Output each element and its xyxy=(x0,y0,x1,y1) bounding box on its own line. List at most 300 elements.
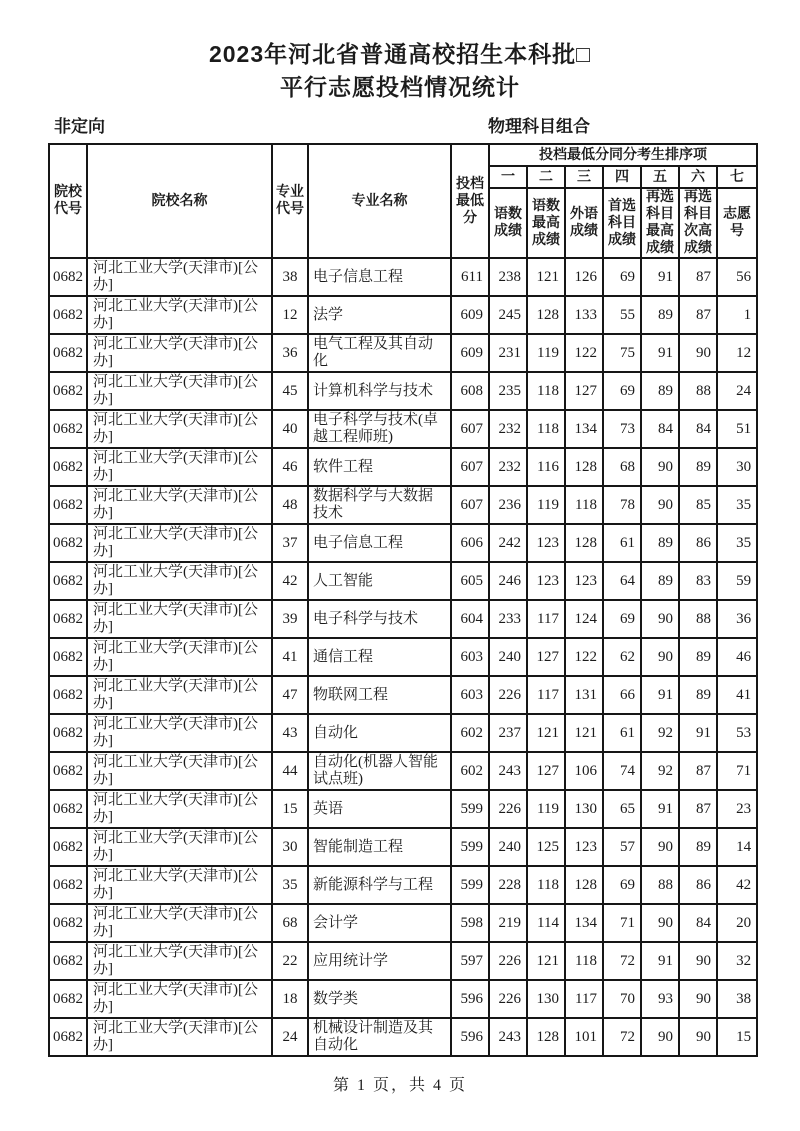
cell-major-code: 40 xyxy=(272,410,308,448)
cell-min-score: 605 xyxy=(451,562,489,600)
cell-major-name: 会计学 xyxy=(308,904,451,942)
cell-sort-7: 51 xyxy=(717,410,757,448)
page-number-footer: 第 1 页，共 4 页 xyxy=(332,1077,467,1094)
cell-major-code: 12 xyxy=(272,296,308,334)
cell-sort-2: 117 xyxy=(527,676,565,714)
header-major-name: 专业名称 xyxy=(308,144,451,258)
cell-sort-7: 24 xyxy=(717,372,757,410)
cell-major-name: 数据科学与大数据技术 xyxy=(308,486,451,524)
cell-min-score: 611 xyxy=(451,258,489,296)
cell-college-name: 河北工业大学(天津市)[公办] xyxy=(87,714,272,752)
table-row xyxy=(49,904,757,942)
table-row xyxy=(49,942,757,980)
cell-sort-6: 84 xyxy=(679,904,717,942)
table-row xyxy=(49,1018,757,1056)
cell-sort-4: 72 xyxy=(603,1018,641,1056)
cell-sort-2: 127 xyxy=(527,752,565,790)
cell-sort-1: 226 xyxy=(489,942,527,980)
cell-sort-2: 128 xyxy=(527,296,565,334)
cell-college-code: 0682 xyxy=(49,296,87,334)
table-row xyxy=(49,372,757,410)
cell-sort-1: 232 xyxy=(489,448,527,486)
cell-college-name: 河北工业大学(天津市)[公办] xyxy=(87,334,272,372)
cell-sort-1: 238 xyxy=(489,258,527,296)
cell-sort-6: 89 xyxy=(679,638,717,676)
title-line-1: 2023年河北省普通高校招生本科批□ xyxy=(208,41,592,67)
cell-sort-4: 73 xyxy=(603,410,641,448)
cell-major-name: 智能制造工程 xyxy=(308,828,451,866)
cell-major-name: 电子信息工程 xyxy=(308,524,451,562)
cell-sort-4: 61 xyxy=(603,524,641,562)
cell-major-name: 新能源科学与工程 xyxy=(308,866,451,904)
cell-min-score: 606 xyxy=(451,524,489,562)
cell-sort-5: 89 xyxy=(641,562,679,600)
cell-sort-4: 71 xyxy=(603,904,641,942)
cell-sort-5: 84 xyxy=(641,410,679,448)
table-row xyxy=(49,524,757,562)
cell-sort-7: 71 xyxy=(717,752,757,790)
cell-major-name: 英语 xyxy=(308,790,451,828)
table-row xyxy=(49,828,757,866)
cell-sort-1: 243 xyxy=(489,1018,527,1056)
cell-college-code: 0682 xyxy=(49,980,87,1018)
cell-college-name: 河北工业大学(天津市)[公办] xyxy=(87,448,272,486)
cell-sort-7: 20 xyxy=(717,904,757,942)
cell-sort-5: 91 xyxy=(641,942,679,980)
cell-sort-1: 226 xyxy=(489,676,527,714)
cell-sort-7: 32 xyxy=(717,942,757,980)
cell-college-name: 河北工业大学(天津市)[公办] xyxy=(87,1018,272,1056)
cell-sort-7: 12 xyxy=(717,334,757,372)
cell-major-code: 35 xyxy=(272,866,308,904)
header-sort-group-title: 投档最低分同分考生排序项 xyxy=(489,144,757,166)
cell-sort-4: 72 xyxy=(603,942,641,980)
cell-sort-5: 89 xyxy=(641,524,679,562)
cell-college-name: 河北工业大学(天津市)[公办] xyxy=(87,676,272,714)
header-sort-label-7: 志愿号 xyxy=(717,188,757,258)
cell-min-score: 598 xyxy=(451,904,489,942)
cell-college-code: 0682 xyxy=(49,942,87,980)
cell-sort-6: 87 xyxy=(679,258,717,296)
header-sort-number-1: 一 xyxy=(489,166,527,188)
cell-sort-3: 123 xyxy=(565,562,603,600)
cell-sort-2: 117 xyxy=(527,600,565,638)
cell-sort-3: 123 xyxy=(565,828,603,866)
cell-college-name: 河北工业大学(天津市)[公办] xyxy=(87,372,272,410)
cell-sort-1: 233 xyxy=(489,600,527,638)
cell-min-score: 602 xyxy=(451,752,489,790)
cell-major-name: 法学 xyxy=(308,296,451,334)
header-sort-number-3: 三 xyxy=(565,166,603,188)
cell-min-score: 599 xyxy=(451,866,489,904)
header-sort-number-4: 四 xyxy=(603,166,641,188)
table-row xyxy=(49,258,757,296)
cell-sort-4: 68 xyxy=(603,448,641,486)
cell-college-code: 0682 xyxy=(49,790,87,828)
cell-sort-7: 35 xyxy=(717,486,757,524)
cell-college-code: 0682 xyxy=(49,866,87,904)
cell-sort-6: 86 xyxy=(679,866,717,904)
cell-sort-5: 90 xyxy=(641,486,679,524)
cell-sort-2: 116 xyxy=(527,448,565,486)
cell-college-code: 0682 xyxy=(49,410,87,448)
header-major-code: 专业代号 xyxy=(272,144,308,258)
admission-score-table xyxy=(48,143,758,1057)
cell-sort-1: 232 xyxy=(489,410,527,448)
cell-major-code: 18 xyxy=(272,980,308,1018)
header-sort-label-1: 语数成绩 xyxy=(489,188,527,258)
cell-sort-5: 90 xyxy=(641,904,679,942)
cell-sort-5: 90 xyxy=(641,1018,679,1056)
cell-sort-6: 84 xyxy=(679,410,717,448)
cell-major-code: 24 xyxy=(272,1018,308,1056)
cell-sort-1: 219 xyxy=(489,904,527,942)
cell-sort-3: 130 xyxy=(565,790,603,828)
header-sort-label-5: 再选科目最高成绩 xyxy=(641,188,679,258)
title-line-2: 平行志愿投档情况统计 xyxy=(280,74,520,100)
table-row xyxy=(49,486,757,524)
table-row xyxy=(49,714,757,752)
table-row xyxy=(49,448,757,486)
cell-college-code: 0682 xyxy=(49,372,87,410)
cell-sort-4: 74 xyxy=(603,752,641,790)
cell-college-name: 河北工业大学(天津市)[公办] xyxy=(87,410,272,448)
cell-major-code: 41 xyxy=(272,638,308,676)
cell-major-name: 自动化 xyxy=(308,714,451,752)
cell-sort-5: 89 xyxy=(641,372,679,410)
cell-sort-5: 90 xyxy=(641,828,679,866)
cell-sort-7: 36 xyxy=(717,600,757,638)
cell-sort-2: 119 xyxy=(527,486,565,524)
cell-sort-6: 87 xyxy=(679,790,717,828)
cell-sort-3: 121 xyxy=(565,714,603,752)
header-sort-number-7: 七 xyxy=(717,166,757,188)
cell-major-name: 软件工程 xyxy=(308,448,451,486)
cell-sort-4: 69 xyxy=(603,866,641,904)
cell-sort-4: 69 xyxy=(603,258,641,296)
cell-sort-5: 91 xyxy=(641,790,679,828)
cell-sort-6: 85 xyxy=(679,486,717,524)
cell-sort-4: 65 xyxy=(603,790,641,828)
cell-sort-5: 89 xyxy=(641,296,679,334)
cell-college-name: 河北工业大学(天津市)[公办] xyxy=(87,752,272,790)
table-row xyxy=(49,676,757,714)
cell-min-score: 604 xyxy=(451,600,489,638)
cell-major-name: 电子信息工程 xyxy=(308,258,451,296)
cell-sort-7: 59 xyxy=(717,562,757,600)
cell-sort-3: 134 xyxy=(565,904,603,942)
cell-college-code: 0682 xyxy=(49,334,87,372)
cell-sort-3: 126 xyxy=(565,258,603,296)
cell-sort-1: 235 xyxy=(489,372,527,410)
table-row xyxy=(49,980,757,1018)
cell-sort-6: 90 xyxy=(679,334,717,372)
cell-sort-3: 101 xyxy=(565,1018,603,1056)
cell-min-score: 602 xyxy=(451,714,489,752)
cell-sort-2: 121 xyxy=(527,942,565,980)
cell-sort-4: 66 xyxy=(603,676,641,714)
cell-major-code: 38 xyxy=(272,258,308,296)
cell-college-name: 河北工业大学(天津市)[公办] xyxy=(87,562,272,600)
cell-min-score: 603 xyxy=(451,638,489,676)
cell-sort-2: 130 xyxy=(527,980,565,1018)
cell-college-code: 0682 xyxy=(49,828,87,866)
table-row xyxy=(49,600,757,638)
cell-min-score: 596 xyxy=(451,1018,489,1056)
cell-sort-7: 42 xyxy=(717,866,757,904)
cell-sort-6: 88 xyxy=(679,600,717,638)
cell-sort-5: 90 xyxy=(641,448,679,486)
cell-sort-1: 246 xyxy=(489,562,527,600)
table-row xyxy=(49,638,757,676)
cell-sort-1: 226 xyxy=(489,790,527,828)
document-title xyxy=(0,0,800,104)
cell-sort-6: 87 xyxy=(679,296,717,334)
cell-min-score: 609 xyxy=(451,296,489,334)
cell-min-score: 603 xyxy=(451,676,489,714)
cell-major-name: 电子科学与技术(卓越工程师班) xyxy=(308,410,451,448)
cell-sort-3: 122 xyxy=(565,638,603,676)
cell-college-code: 0682 xyxy=(49,904,87,942)
cell-college-code: 0682 xyxy=(49,676,87,714)
cell-min-score: 607 xyxy=(451,410,489,448)
cell-min-score: 599 xyxy=(451,790,489,828)
header-sort-label-4: 首选科目成绩 xyxy=(603,188,641,258)
cell-sort-4: 69 xyxy=(603,600,641,638)
cell-sort-3: 134 xyxy=(565,410,603,448)
table-row xyxy=(49,790,757,828)
cell-major-name: 自动化(机器人智能试点班) xyxy=(308,752,451,790)
header-sort-label-2: 语数最高成绩 xyxy=(527,188,565,258)
cell-major-name: 人工智能 xyxy=(308,562,451,600)
cell-sort-2: 123 xyxy=(527,524,565,562)
cell-college-code: 0682 xyxy=(49,562,87,600)
cell-sort-1: 240 xyxy=(489,828,527,866)
cell-sort-3: 118 xyxy=(565,486,603,524)
cell-sort-1: 231 xyxy=(489,334,527,372)
cell-sort-2: 121 xyxy=(527,714,565,752)
header-sort-number-2: 二 xyxy=(527,166,565,188)
cell-college-code: 0682 xyxy=(49,258,87,296)
cell-min-score: 608 xyxy=(451,372,489,410)
cell-major-name: 电子科学与技术 xyxy=(308,600,451,638)
cell-major-code: 42 xyxy=(272,562,308,600)
cell-sort-4: 57 xyxy=(603,828,641,866)
cell-major-code: 43 xyxy=(272,714,308,752)
cell-sort-2: 118 xyxy=(527,410,565,448)
cell-college-name: 河北工业大学(天津市)[公办] xyxy=(87,980,272,1018)
cell-sort-6: 90 xyxy=(679,1018,717,1056)
cell-sort-4: 78 xyxy=(603,486,641,524)
cell-sort-4: 75 xyxy=(603,334,641,372)
cell-major-name: 应用统计学 xyxy=(308,942,451,980)
cell-sort-4: 55 xyxy=(603,296,641,334)
cell-sort-1: 240 xyxy=(489,638,527,676)
cell-major-code: 39 xyxy=(272,600,308,638)
cell-sort-1: 226 xyxy=(489,980,527,1018)
cell-college-name: 河北工业大学(天津市)[公办] xyxy=(87,638,272,676)
cell-sort-3: 128 xyxy=(565,448,603,486)
header-sort-label-6: 再选科目次高成绩 xyxy=(679,188,717,258)
cell-college-name: 河北工业大学(天津市)[公办] xyxy=(87,486,272,524)
cell-sort-7: 35 xyxy=(717,524,757,562)
cell-major-code: 68 xyxy=(272,904,308,942)
table-row xyxy=(49,296,757,334)
cell-major-code: 22 xyxy=(272,942,308,980)
cell-sort-4: 64 xyxy=(603,562,641,600)
cell-sort-4: 70 xyxy=(603,980,641,1018)
cell-major-name: 电气工程及其自动化 xyxy=(308,334,451,372)
cell-major-code: 48 xyxy=(272,486,308,524)
cell-sort-3: 117 xyxy=(565,980,603,1018)
cell-sort-2: 118 xyxy=(527,372,565,410)
cell-sort-5: 91 xyxy=(641,676,679,714)
cell-major-code: 47 xyxy=(272,676,308,714)
cell-min-score: 609 xyxy=(451,334,489,372)
cell-sort-7: 15 xyxy=(717,1018,757,1056)
table-row xyxy=(49,866,757,904)
cell-sort-3: 131 xyxy=(565,676,603,714)
cell-major-name: 计算机科学与技术 xyxy=(308,372,451,410)
cell-sort-2: 118 xyxy=(527,866,565,904)
cell-major-code: 30 xyxy=(272,828,308,866)
cell-sort-7: 41 xyxy=(717,676,757,714)
cell-sort-6: 83 xyxy=(679,562,717,600)
cell-sort-3: 106 xyxy=(565,752,603,790)
cell-sort-2: 119 xyxy=(527,790,565,828)
cell-college-name: 河北工业大学(天津市)[公办] xyxy=(87,942,272,980)
cell-major-code: 44 xyxy=(272,752,308,790)
cell-sort-2: 114 xyxy=(527,904,565,942)
orientation-label: 非定向 xyxy=(54,117,105,136)
cell-sort-3: 127 xyxy=(565,372,603,410)
cell-sort-6: 89 xyxy=(679,828,717,866)
cell-sort-3: 118 xyxy=(565,942,603,980)
cell-min-score: 596 xyxy=(451,980,489,1018)
cell-sort-6: 90 xyxy=(679,980,717,1018)
cell-sort-6: 90 xyxy=(679,942,717,980)
table-row xyxy=(49,562,757,600)
cell-min-score: 597 xyxy=(451,942,489,980)
cell-sort-3: 128 xyxy=(565,524,603,562)
table-row xyxy=(49,334,757,372)
cell-college-code: 0682 xyxy=(49,524,87,562)
header-college-code: 院校代号 xyxy=(49,144,87,258)
cell-sort-1: 228 xyxy=(489,866,527,904)
cell-sort-2: 121 xyxy=(527,258,565,296)
cell-college-name: 河北工业大学(天津市)[公办] xyxy=(87,828,272,866)
cell-sort-7: 53 xyxy=(717,714,757,752)
cell-sort-5: 90 xyxy=(641,600,679,638)
cell-sort-6: 87 xyxy=(679,752,717,790)
cell-major-code: 36 xyxy=(272,334,308,372)
cell-sort-2: 119 xyxy=(527,334,565,372)
cell-college-code: 0682 xyxy=(49,714,87,752)
subject-combination-label: 物理科目组合 xyxy=(488,117,590,136)
cell-sort-5: 91 xyxy=(641,334,679,372)
cell-major-name: 物联网工程 xyxy=(308,676,451,714)
cell-college-name: 河北工业大学(天津市)[公办] xyxy=(87,904,272,942)
cell-sort-5: 90 xyxy=(641,638,679,676)
cell-sort-7: 46 xyxy=(717,638,757,676)
cell-major-code: 45 xyxy=(272,372,308,410)
cell-major-name: 数学类 xyxy=(308,980,451,1018)
sub-header-row xyxy=(48,112,756,136)
cell-sort-2: 128 xyxy=(527,1018,565,1056)
cell-college-name: 河北工业大学(天津市)[公办] xyxy=(87,866,272,904)
cell-sort-2: 123 xyxy=(527,562,565,600)
header-sort-label-3: 外语成绩 xyxy=(565,188,603,258)
cell-sort-7: 14 xyxy=(717,828,757,866)
cell-sort-6: 91 xyxy=(679,714,717,752)
cell-sort-1: 242 xyxy=(489,524,527,562)
cell-college-name: 河北工业大学(天津市)[公办] xyxy=(87,524,272,562)
cell-sort-5: 91 xyxy=(641,258,679,296)
cell-sort-4: 62 xyxy=(603,638,641,676)
cell-college-name: 河北工业大学(天津市)[公办] xyxy=(87,790,272,828)
cell-college-code: 0682 xyxy=(49,1018,87,1056)
cell-sort-2: 125 xyxy=(527,828,565,866)
header-min-score: 投档最低分 xyxy=(451,144,489,258)
cell-college-code: 0682 xyxy=(49,638,87,676)
cell-college-code: 0682 xyxy=(49,448,87,486)
cell-major-name: 通信工程 xyxy=(308,638,451,676)
header-sort-number-5: 五 xyxy=(641,166,679,188)
cell-sort-1: 236 xyxy=(489,486,527,524)
cell-major-code: 37 xyxy=(272,524,308,562)
cell-major-code: 46 xyxy=(272,448,308,486)
cell-sort-1: 245 xyxy=(489,296,527,334)
cell-sort-4: 61 xyxy=(603,714,641,752)
cell-min-score: 607 xyxy=(451,448,489,486)
cell-sort-7: 30 xyxy=(717,448,757,486)
cell-sort-1: 243 xyxy=(489,752,527,790)
cell-sort-3: 124 xyxy=(565,600,603,638)
cell-sort-6: 86 xyxy=(679,524,717,562)
cell-sort-7: 1 xyxy=(717,296,757,334)
cell-college-code: 0682 xyxy=(49,752,87,790)
cell-sort-4: 69 xyxy=(603,372,641,410)
table-row xyxy=(49,752,757,790)
cell-sort-3: 133 xyxy=(565,296,603,334)
cell-sort-7: 38 xyxy=(717,980,757,1018)
header-sort-number-6: 六 xyxy=(679,166,717,188)
cell-sort-6: 89 xyxy=(679,448,717,486)
cell-major-name: 机械设计制造及其自动化 xyxy=(308,1018,451,1056)
cell-sort-6: 89 xyxy=(679,676,717,714)
cell-min-score: 599 xyxy=(451,828,489,866)
cell-sort-2: 127 xyxy=(527,638,565,676)
cell-sort-5: 92 xyxy=(641,752,679,790)
cell-sort-6: 88 xyxy=(679,372,717,410)
cell-college-name: 河北工业大学(天津市)[公办] xyxy=(87,600,272,638)
cell-sort-1: 237 xyxy=(489,714,527,752)
cell-college-code: 0682 xyxy=(49,600,87,638)
cell-major-code: 15 xyxy=(272,790,308,828)
cell-sort-7: 23 xyxy=(717,790,757,828)
header-college-name: 院校名称 xyxy=(87,144,272,258)
cell-college-code: 0682 xyxy=(49,486,87,524)
cell-college-name: 河北工业大学(天津市)[公办] xyxy=(87,258,272,296)
cell-sort-3: 128 xyxy=(565,866,603,904)
table-row xyxy=(49,410,757,448)
cell-sort-7: 56 xyxy=(717,258,757,296)
cell-sort-3: 122 xyxy=(565,334,603,372)
cell-college-name: 河北工业大学(天津市)[公办] xyxy=(87,296,272,334)
cell-sort-5: 93 xyxy=(641,980,679,1018)
cell-min-score: 607 xyxy=(451,486,489,524)
cell-sort-5: 88 xyxy=(641,866,679,904)
